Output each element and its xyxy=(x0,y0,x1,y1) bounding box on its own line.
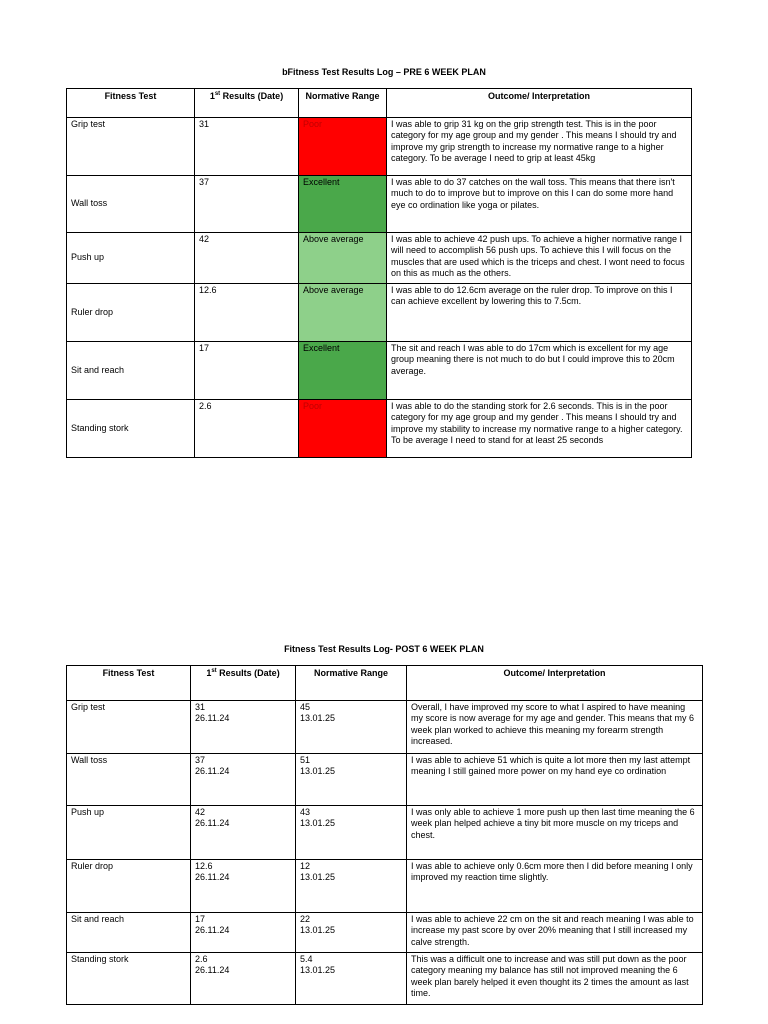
table-row xyxy=(67,176,692,233)
first-result-cell: 2.6 26.11.24 xyxy=(191,953,296,1005)
table-row xyxy=(67,233,692,284)
result-cell: 37 xyxy=(195,176,299,233)
outcome-cell: I was able to achieve 51 which is quite a lot more then my last attempt meaning I still gained more power on my hand eye co ordination xyxy=(407,754,703,806)
second-result-cell: 12 13.01.25 xyxy=(296,860,407,913)
normative-range-cell: Poor xyxy=(299,118,387,176)
outcome-cell: The sit and reach I was able to do 17cm which is excellent for my age group meaning there is not much to do but I could improve this to 20cm average. xyxy=(387,342,692,400)
result-cell: 17 xyxy=(195,342,299,400)
result-cell: 31 xyxy=(195,118,299,176)
fitness-test-cell: Standing stork xyxy=(67,953,191,1005)
table-row xyxy=(67,913,703,953)
table-row xyxy=(67,806,703,860)
outcome-cell: I was able to grip 31 kg on the grip strength test. This is in the poor category for my age group and my gender . This means I should try and improve my grip strength to increase my normative range to a higher category. To be average I need to grip at least 45kg xyxy=(387,118,692,176)
fitness-test-cell: Wall toss xyxy=(67,176,195,233)
outcome-cell: I was able to do the standing stork for 2.6 seconds. This is in the poor category for my age group and my gender . This means I should try and improve my stability to increase my normative range to a higher category. To be average I need to stand for at least 25 seconds xyxy=(387,400,692,458)
fitness-test-cell: Push up xyxy=(67,806,191,860)
outcome-cell: I was able to do 12.6cm average on the ruler drop. To improve on this I can achieve excellent by lowering this to 7.5cm. xyxy=(387,284,692,342)
fitness-test-cell: Push up xyxy=(67,233,195,284)
outcome-cell: I was able to do 37 catches on the wall toss. This means that there isn't much to do to improve but to improve on this I can do some more hand eye co ordination like yoga or pilates. xyxy=(387,176,692,233)
first-result-cell: 12.6 26.11.24 xyxy=(191,860,296,913)
outcome-cell: I was able to achieve only 0.6cm more then I did before meaning I only improved my reaction time slightly. xyxy=(407,860,703,913)
fitness-test-cell: Grip test xyxy=(67,701,191,754)
table-row xyxy=(67,754,703,806)
result-cell: 2.6 xyxy=(195,400,299,458)
outcome-cell: I was only able to achieve 1 more push up then last time meaning the 6 week plan helped achieve a tiny bit more muscle on my triceps and chest. xyxy=(407,806,703,860)
table-row xyxy=(67,284,692,342)
table-row xyxy=(67,118,692,176)
fitness-test-cell: Wall toss xyxy=(67,754,191,806)
second-result-cell: 45 13.01.25 xyxy=(296,701,407,754)
first-result-cell: 17 26.11.24 xyxy=(191,913,296,953)
outcome-cell: Overall, I have improved my score to what I aspired to have meaning my score is now average for my age and gender. This means that my 6 week plan worked to achieve this meaning my forearm strength increased. xyxy=(407,701,703,754)
post-plan-table xyxy=(66,665,703,1005)
fitness-test-cell: Grip test xyxy=(67,118,195,176)
first-result-cell: 42 26.11.24 xyxy=(191,806,296,860)
table-header-row xyxy=(67,89,692,118)
normative-range-cell: Poor xyxy=(299,400,387,458)
table-header-row xyxy=(67,666,703,701)
result-cell: 42 xyxy=(195,233,299,284)
first-result-cell: 31 26.11.24 xyxy=(191,701,296,754)
table-row xyxy=(67,701,703,754)
header-outcome: Outcome/ Interpretation xyxy=(407,666,703,701)
table-row xyxy=(67,953,703,1005)
fitness-test-cell: Sit and reach xyxy=(67,342,195,400)
normative-range-cell: Above average xyxy=(299,233,387,284)
normative-range-cell: Excellent xyxy=(299,176,387,233)
second-result-cell: 51 13.01.25 xyxy=(296,754,407,806)
pre-plan-table xyxy=(66,88,692,458)
header-results: 1st Results (Date) xyxy=(191,666,296,701)
table-row xyxy=(67,342,692,400)
header-normative-range: Normative Range xyxy=(299,89,387,118)
header-normative-range: Normative Range xyxy=(296,666,407,701)
header-fitness-test: Fitness Test xyxy=(67,89,195,118)
outcome-cell: I was able to achieve 22 cm on the sit and reach meaning I was able to increase my past score by over 20% meaning that I still increased my calve strength. xyxy=(407,913,703,953)
outcome-cell: I was able to achieve 42 push ups. To achieve a higher normative range I will need to accomplish 56 push ups. To achieve this I will focus on the muscles that are used which is the triceps and chest. I wont need to focus on this as much as the others. xyxy=(387,233,692,284)
normative-range-cell: Above average xyxy=(299,284,387,342)
fitness-test-cell: Sit and reach xyxy=(67,913,191,953)
table-row xyxy=(67,400,692,458)
outcome-cell: This was a difficult one to increase and was still put down as the poor category meaning my balance has still not improved meaning the 6 week plan barely helped it even thought its 2 times the amount as last time. xyxy=(407,953,703,1005)
post-plan-title: Fitness Test Results Log- POST 6 WEEK PLAN xyxy=(284,644,484,654)
second-result-cell: 43 13.01.25 xyxy=(296,806,407,860)
fitness-test-cell: Ruler drop xyxy=(67,860,191,913)
pre-plan-title: bFitness Test Results Log – PRE 6 WEEK PLAN xyxy=(282,67,486,77)
fitness-test-cell: Ruler drop xyxy=(67,284,195,342)
first-result-cell: 37 26.11.24 xyxy=(191,754,296,806)
table-row xyxy=(67,860,703,913)
second-result-cell: 5.4 13.01.25 xyxy=(296,953,407,1005)
second-result-cell: 22 13.01.25 xyxy=(296,913,407,953)
header-fitness-test: Fitness Test xyxy=(67,666,191,701)
header-results: 1st Results (Date) xyxy=(195,89,299,118)
fitness-test-cell: Standing stork xyxy=(67,400,195,458)
normative-range-cell: Excellent xyxy=(299,342,387,400)
header-outcome: Outcome/ Interpretation xyxy=(387,89,692,118)
result-cell: 12.6 xyxy=(195,284,299,342)
